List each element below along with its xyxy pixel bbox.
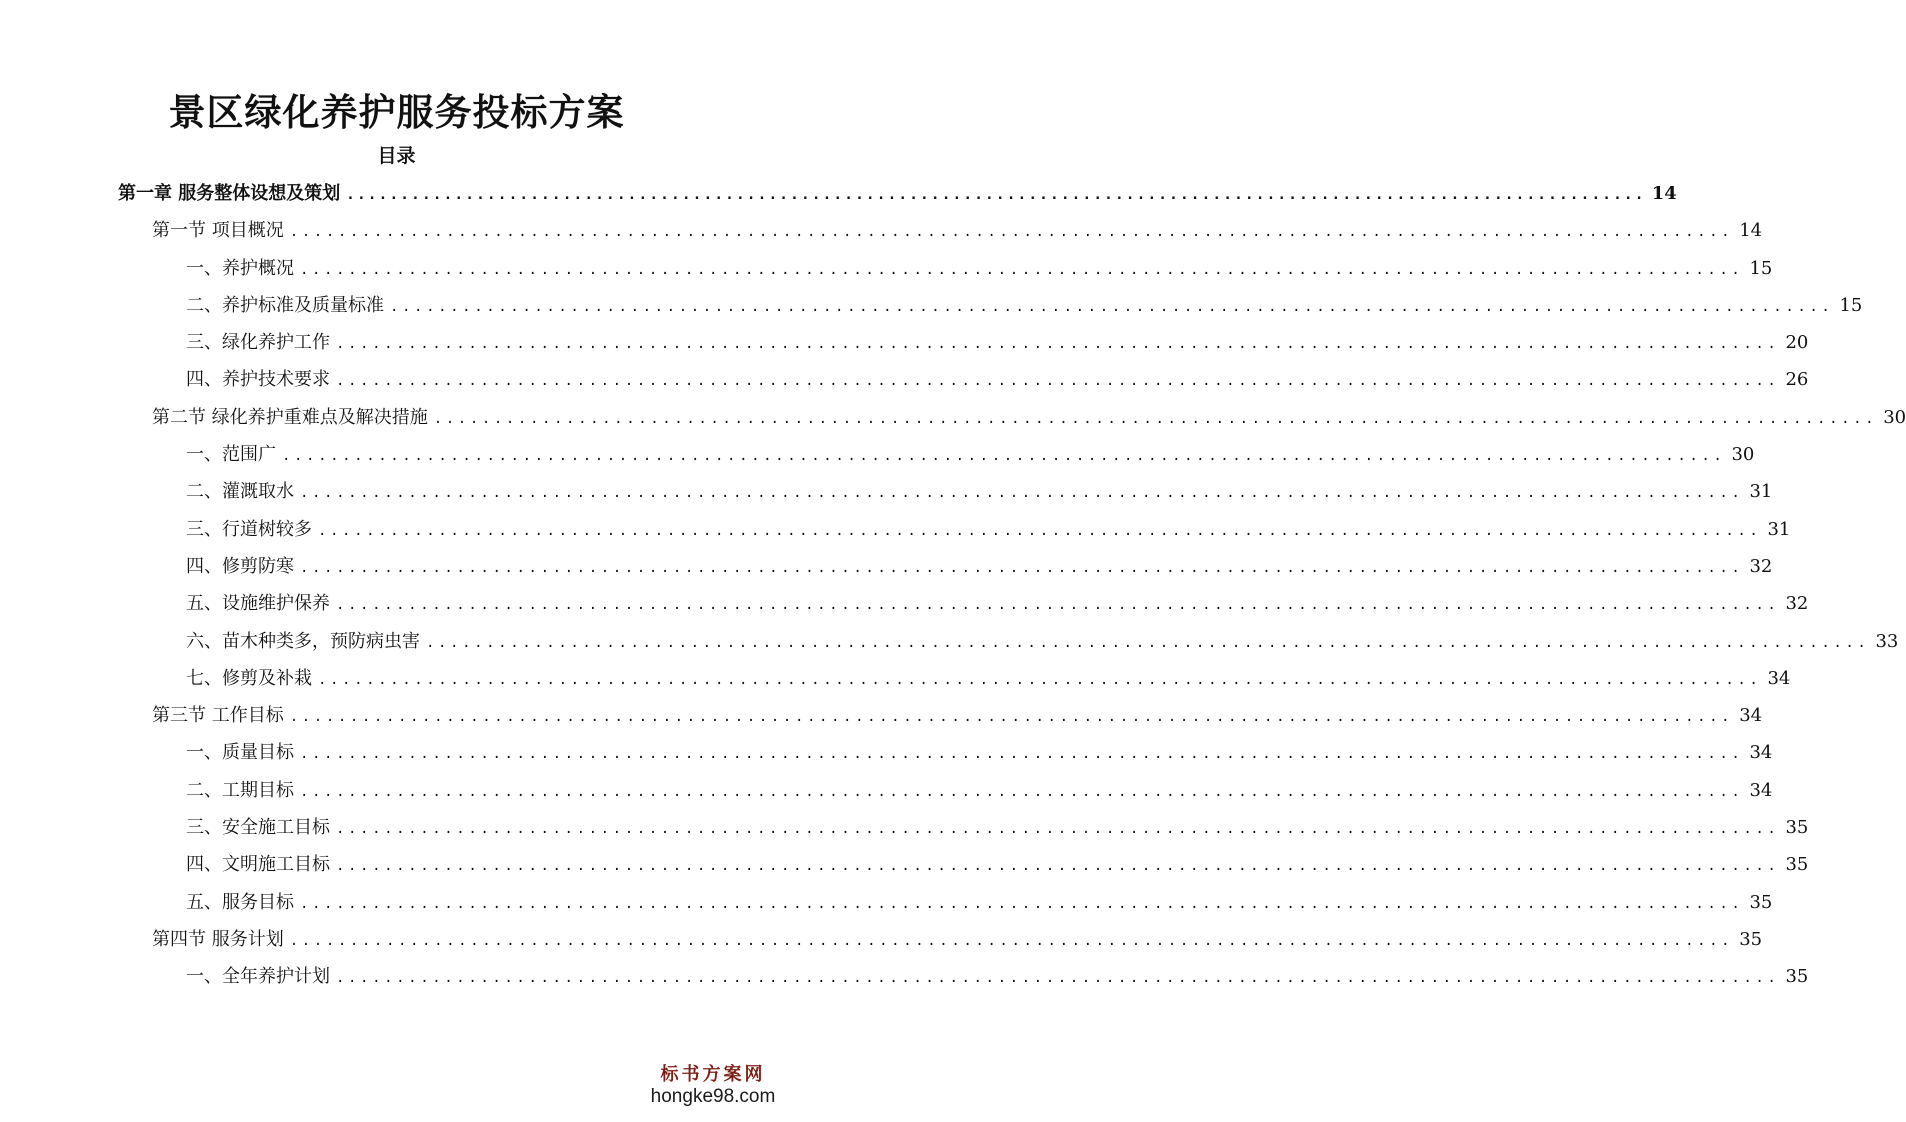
toc-subsection-entry[interactable] [0,287,1863,324]
toc-page-number: 35 [1785,817,1809,839]
toc-entry-label: 三、行道树较多 [186,518,312,540]
toc-subsection-entry[interactable] [0,884,1773,921]
toc-dot-leader: ........................................................................................................................ [346,187,1646,203]
toc-entry-label: 六、苗木种类多，预防病虫害 [186,630,420,652]
toc-page-number: 34 [1749,779,1773,801]
toc-dot-leader: ........................................................................................................................ [426,634,1870,651]
toc-dot-leader: ........................................................................................................................ [433,410,1878,427]
toc-page-number: 26 [1785,369,1809,391]
toc-page-number: 14 [1651,183,1677,204]
toc-dot-leader: ........................................................................................................................ [336,597,1780,614]
toc-page-number: 35 [1739,928,1763,950]
toc-page-number: 34 [1739,705,1763,727]
toc-entry-label: 一、养护概况 [186,257,294,279]
toc-entry-label: 第二节 绿化养护重难点及解决措施 [152,406,428,428]
toc-page-number: 34 [1767,667,1791,689]
toc-page-number: 33 [1875,630,1899,652]
toc-entry-label: 第三节 工作目标 [152,705,284,727]
toc-section-entry[interactable] [0,921,1763,958]
toc-dot-leader: ........................................................................................................................ [300,485,1744,502]
toc-dot-leader: ........................................................................................................................ [300,783,1744,800]
toc-entry-label: 三、绿化养护工作 [186,332,330,354]
toc-entry-label: 七、修剪及补栽 [186,667,312,689]
toc-subsection-entry[interactable] [0,734,1773,771]
toc-page-number: 30 [1883,406,1906,428]
toc-subsection-entry[interactable] [0,585,1809,622]
toc-entry-label: 五、服务目标 [186,891,294,913]
toc-dot-leader: ........................................................................................................................ [336,970,1780,987]
toc-subsection-entry[interactable] [0,250,1773,287]
toc-page-number: 34 [1749,742,1773,764]
toc-page-number: 32 [1749,555,1773,577]
toc-subsection-entry[interactable] [0,436,1755,473]
toc-dot-leader: ........................................................................................................................ [336,336,1780,353]
toc-entry-label: 一、质量目标 [186,742,294,764]
toc-heading: 目录 [377,145,416,167]
toc-entry-label: 二、养护标准及质量标准 [186,294,384,316]
toc-page-number: 31 [1767,518,1791,540]
toc-page-number: 15 [1839,294,1863,316]
toc-dot-leader: ........................................................................................................................ [300,559,1744,576]
toc-dot-leader: ........................................................................................................................ [300,746,1744,763]
toc-entry-label: 第一节 项目概况 [152,220,284,242]
toc-entry-label: 第四节 服务计划 [152,928,284,950]
toc-subsection-entry[interactable] [0,660,1791,697]
toc-dot-leader: ........................................................................................................................ [282,448,1726,465]
table-of-contents [0,175,1906,996]
toc-subsection-entry[interactable] [0,772,1773,809]
toc-subsection-entry[interactable] [0,623,1899,660]
toc-page-number: 15 [1749,257,1773,279]
toc-page-number: 20 [1785,332,1809,354]
toc-entry-label: 二、灌溉取水 [186,481,294,503]
toc-dot-leader: ........................................................................................................................ [300,895,1744,912]
toc-page-number: 30 [1731,444,1755,466]
toc-dot-leader: ........................................................................................................................ [318,522,1762,539]
toc-section-entry[interactable] [0,697,1763,734]
toc-subsection-entry[interactable] [0,511,1791,548]
toc-subsection-entry[interactable] [0,473,1773,510]
toc-subsection-entry[interactable] [0,958,1809,995]
toc-dot-leader: ........................................................................................................................ [336,858,1780,875]
toc-subsection-entry[interactable] [0,846,1809,883]
toc-page-number: 35 [1785,966,1809,988]
toc-subsection-entry[interactable] [0,809,1809,846]
toc-page-number: 14 [1739,220,1763,242]
watermark-url: hongke98.com [650,1086,776,1107]
toc-dot-leader: ........................................................................................................................ [300,261,1744,278]
toc-entry-label: 一、全年养护计划 [186,966,330,988]
toc-dot-leader: ........................................................................................................................ [289,224,1734,241]
toc-dot-leader: ........................................................................................................................ [289,932,1734,949]
toc-dot-leader: ........................................................................................................................ [336,821,1780,838]
toc-entry-label: 四、修剪防寒 [186,555,294,577]
toc-page-number: 31 [1749,481,1773,503]
toc-subsection-entry[interactable] [0,361,1809,398]
toc-dot-leader: ........................................................................................................................ [318,671,1762,688]
toc-subsection-entry[interactable] [0,324,1809,361]
toc-page-number: 35 [1749,891,1773,913]
toc-entry-label: 一、范围广 [186,444,276,466]
toc-chapter-entry[interactable] [0,175,1677,212]
toc-entry-label: 四、养护技术要求 [186,369,330,391]
toc-entry-label: 五、设施维护保养 [186,593,330,615]
toc-entry-label: 三、安全施工目标 [186,817,330,839]
toc-section-entry[interactable] [0,212,1763,249]
toc-page-number: 32 [1785,593,1809,615]
document-title: 景区绿化养护服务投标方案 [168,90,625,134]
toc-entry-label: 第一章 服务整体设想及策划 [118,183,341,204]
toc-dot-leader: ........................................................................................................................ [289,709,1734,726]
toc-dot-leader: ........................................................................................................................ [390,298,1834,315]
toc-entry-label: 二、工期目标 [186,779,294,801]
toc-entry-label: 四、文明施工目标 [186,854,330,876]
toc-dot-leader: ........................................................................................................................ [336,373,1780,390]
watermark-name: 标书方案网 [660,1064,766,1085]
site-watermark [647,1064,779,1108]
toc-subsection-entry[interactable] [0,548,1773,585]
toc-section-entry[interactable] [0,399,1906,436]
toc-page-number: 35 [1785,854,1809,876]
